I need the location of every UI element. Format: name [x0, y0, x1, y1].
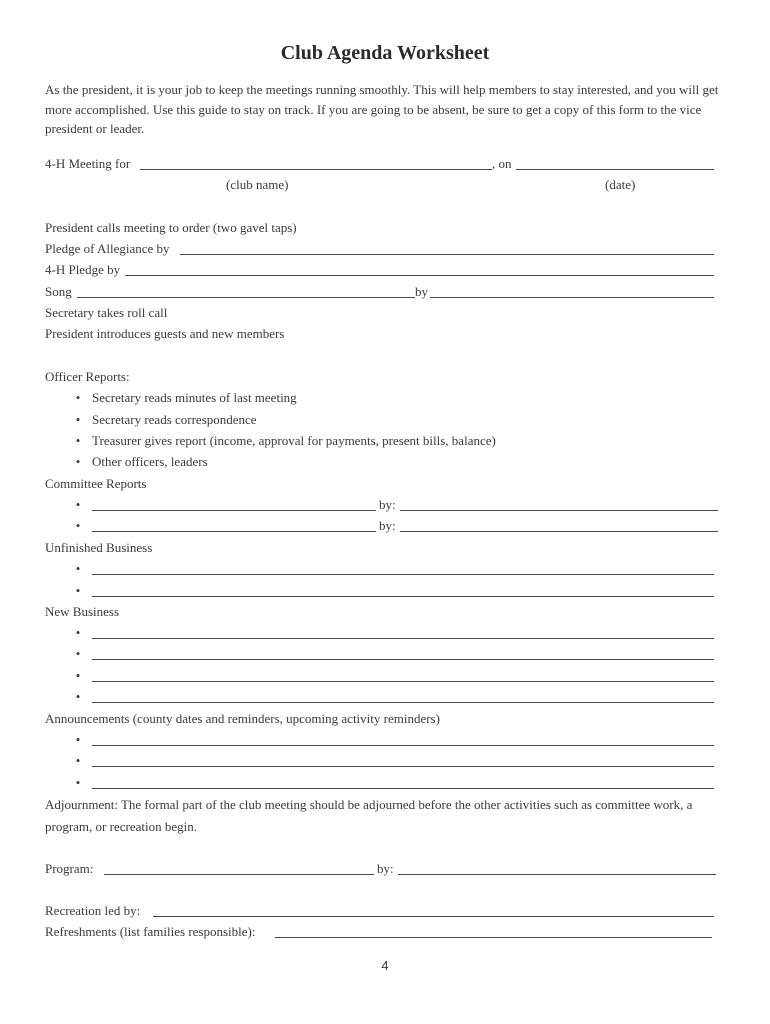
bullet-icon: • — [75, 454, 81, 469]
officer-report-item: Secretary reads minutes of last meeting — [92, 390, 297, 405]
bullet-icon: • — [75, 753, 81, 768]
bullet-icon: • — [75, 433, 81, 448]
song-by-field[interactable] — [430, 297, 714, 298]
committee-report-field[interactable] — [92, 510, 376, 511]
introduces-text: President introduces guests and new members — [45, 326, 285, 341]
meeting-date-field[interactable] — [516, 169, 714, 170]
officer-reports-heading: Officer Reports: — [45, 369, 130, 384]
club-name-caption: (club name) — [226, 177, 289, 192]
song-by-label: by — [415, 284, 428, 299]
bullet-icon: • — [75, 561, 81, 576]
officer-report-item: Other officers, leaders — [92, 454, 208, 469]
officer-report-item: Treasurer gives report (income, approval for payments, present bills, balance) — [92, 433, 496, 448]
date-caption: (date) — [605, 177, 636, 192]
unfinished-business-heading: Unfinished Business — [45, 540, 153, 555]
new-business-field[interactable] — [92, 659, 714, 660]
recreation-field[interactable] — [153, 916, 714, 917]
pledge-allegiance-field[interactable] — [180, 254, 714, 255]
bullet-icon: • — [75, 775, 81, 790]
announcement-field[interactable] — [92, 766, 714, 767]
program-by-label: by: — [377, 861, 394, 876]
program-field[interactable] — [104, 874, 374, 875]
unfinished-business-field[interactable] — [92, 596, 714, 597]
bullet-icon: • — [75, 390, 81, 405]
new-business-field[interactable] — [92, 702, 714, 703]
bullet-icon: • — [75, 689, 81, 704]
call-to-order-text: President calls meeting to order (two gavel taps) — [45, 220, 297, 235]
new-business-field[interactable] — [92, 638, 714, 639]
club-name-field[interactable] — [140, 169, 492, 170]
announcements-heading: Announcements (county dates and reminders, upcoming activity reminders) — [45, 711, 440, 726]
program-by-field[interactable] — [398, 874, 716, 875]
bullet-icon: • — [75, 668, 81, 683]
bullet-icon: • — [75, 497, 81, 512]
announcement-field[interactable] — [92, 788, 714, 789]
committee-by-field[interactable] — [400, 510, 718, 511]
pledge-4h-label: 4-H Pledge by — [45, 262, 121, 277]
bullet-icon: • — [75, 583, 81, 598]
program-label: Program: — [45, 861, 94, 876]
bullet-icon: • — [75, 412, 81, 427]
adjournment-text: Adjournment: The formal part of the club meeting should be adjourned before the other activities such as committee work, a program, or recreation begin. — [45, 797, 693, 834]
page-number: 4 — [381, 958, 389, 973]
pledge-allegiance-label: Pledge of Allegiance by — [45, 241, 170, 256]
new-business-field[interactable] — [92, 681, 714, 682]
committee-by-field[interactable] — [400, 531, 718, 532]
committee-by-label: by: — [379, 518, 396, 533]
refreshments-field[interactable] — [275, 937, 712, 938]
intro-paragraph: As the president, it is your job to keep the meetings running smoothly. This will help members to stay interested, and you will get more accomplished. Use this guide to stay on track. If you are going to be absent, be sure to get a copy of this form to the vice president or leader. — [45, 82, 719, 136]
committee-by-label: by: — [379, 497, 396, 512]
committee-reports-heading: Committee Reports — [45, 476, 147, 491]
meeting-for-label: 4-H Meeting for — [45, 156, 131, 171]
bullet-icon: • — [75, 732, 81, 747]
new-business-heading: New Business — [45, 604, 120, 619]
pledge-4h-field[interactable] — [125, 275, 714, 276]
recreation-label: Recreation led by: — [45, 903, 141, 918]
unfinished-business-field[interactable] — [92, 574, 714, 575]
refreshments-label: Refreshments (list families responsible): — [45, 924, 256, 939]
page-title: Club Agenda Worksheet — [280, 42, 490, 64]
announcement-field[interactable] — [92, 745, 714, 746]
officer-report-item: Secretary reads correspondence — [92, 412, 257, 427]
song-label: Song — [45, 284, 72, 299]
bullet-icon: • — [75, 518, 81, 533]
bullet-icon: • — [75, 646, 81, 661]
bullet-icon: • — [75, 625, 81, 640]
committee-report-field[interactable] — [92, 531, 376, 532]
song-field[interactable] — [77, 297, 415, 298]
roll-call-text: Secretary takes roll call — [45, 305, 168, 320]
meeting-on-label: , on — [492, 156, 512, 171]
